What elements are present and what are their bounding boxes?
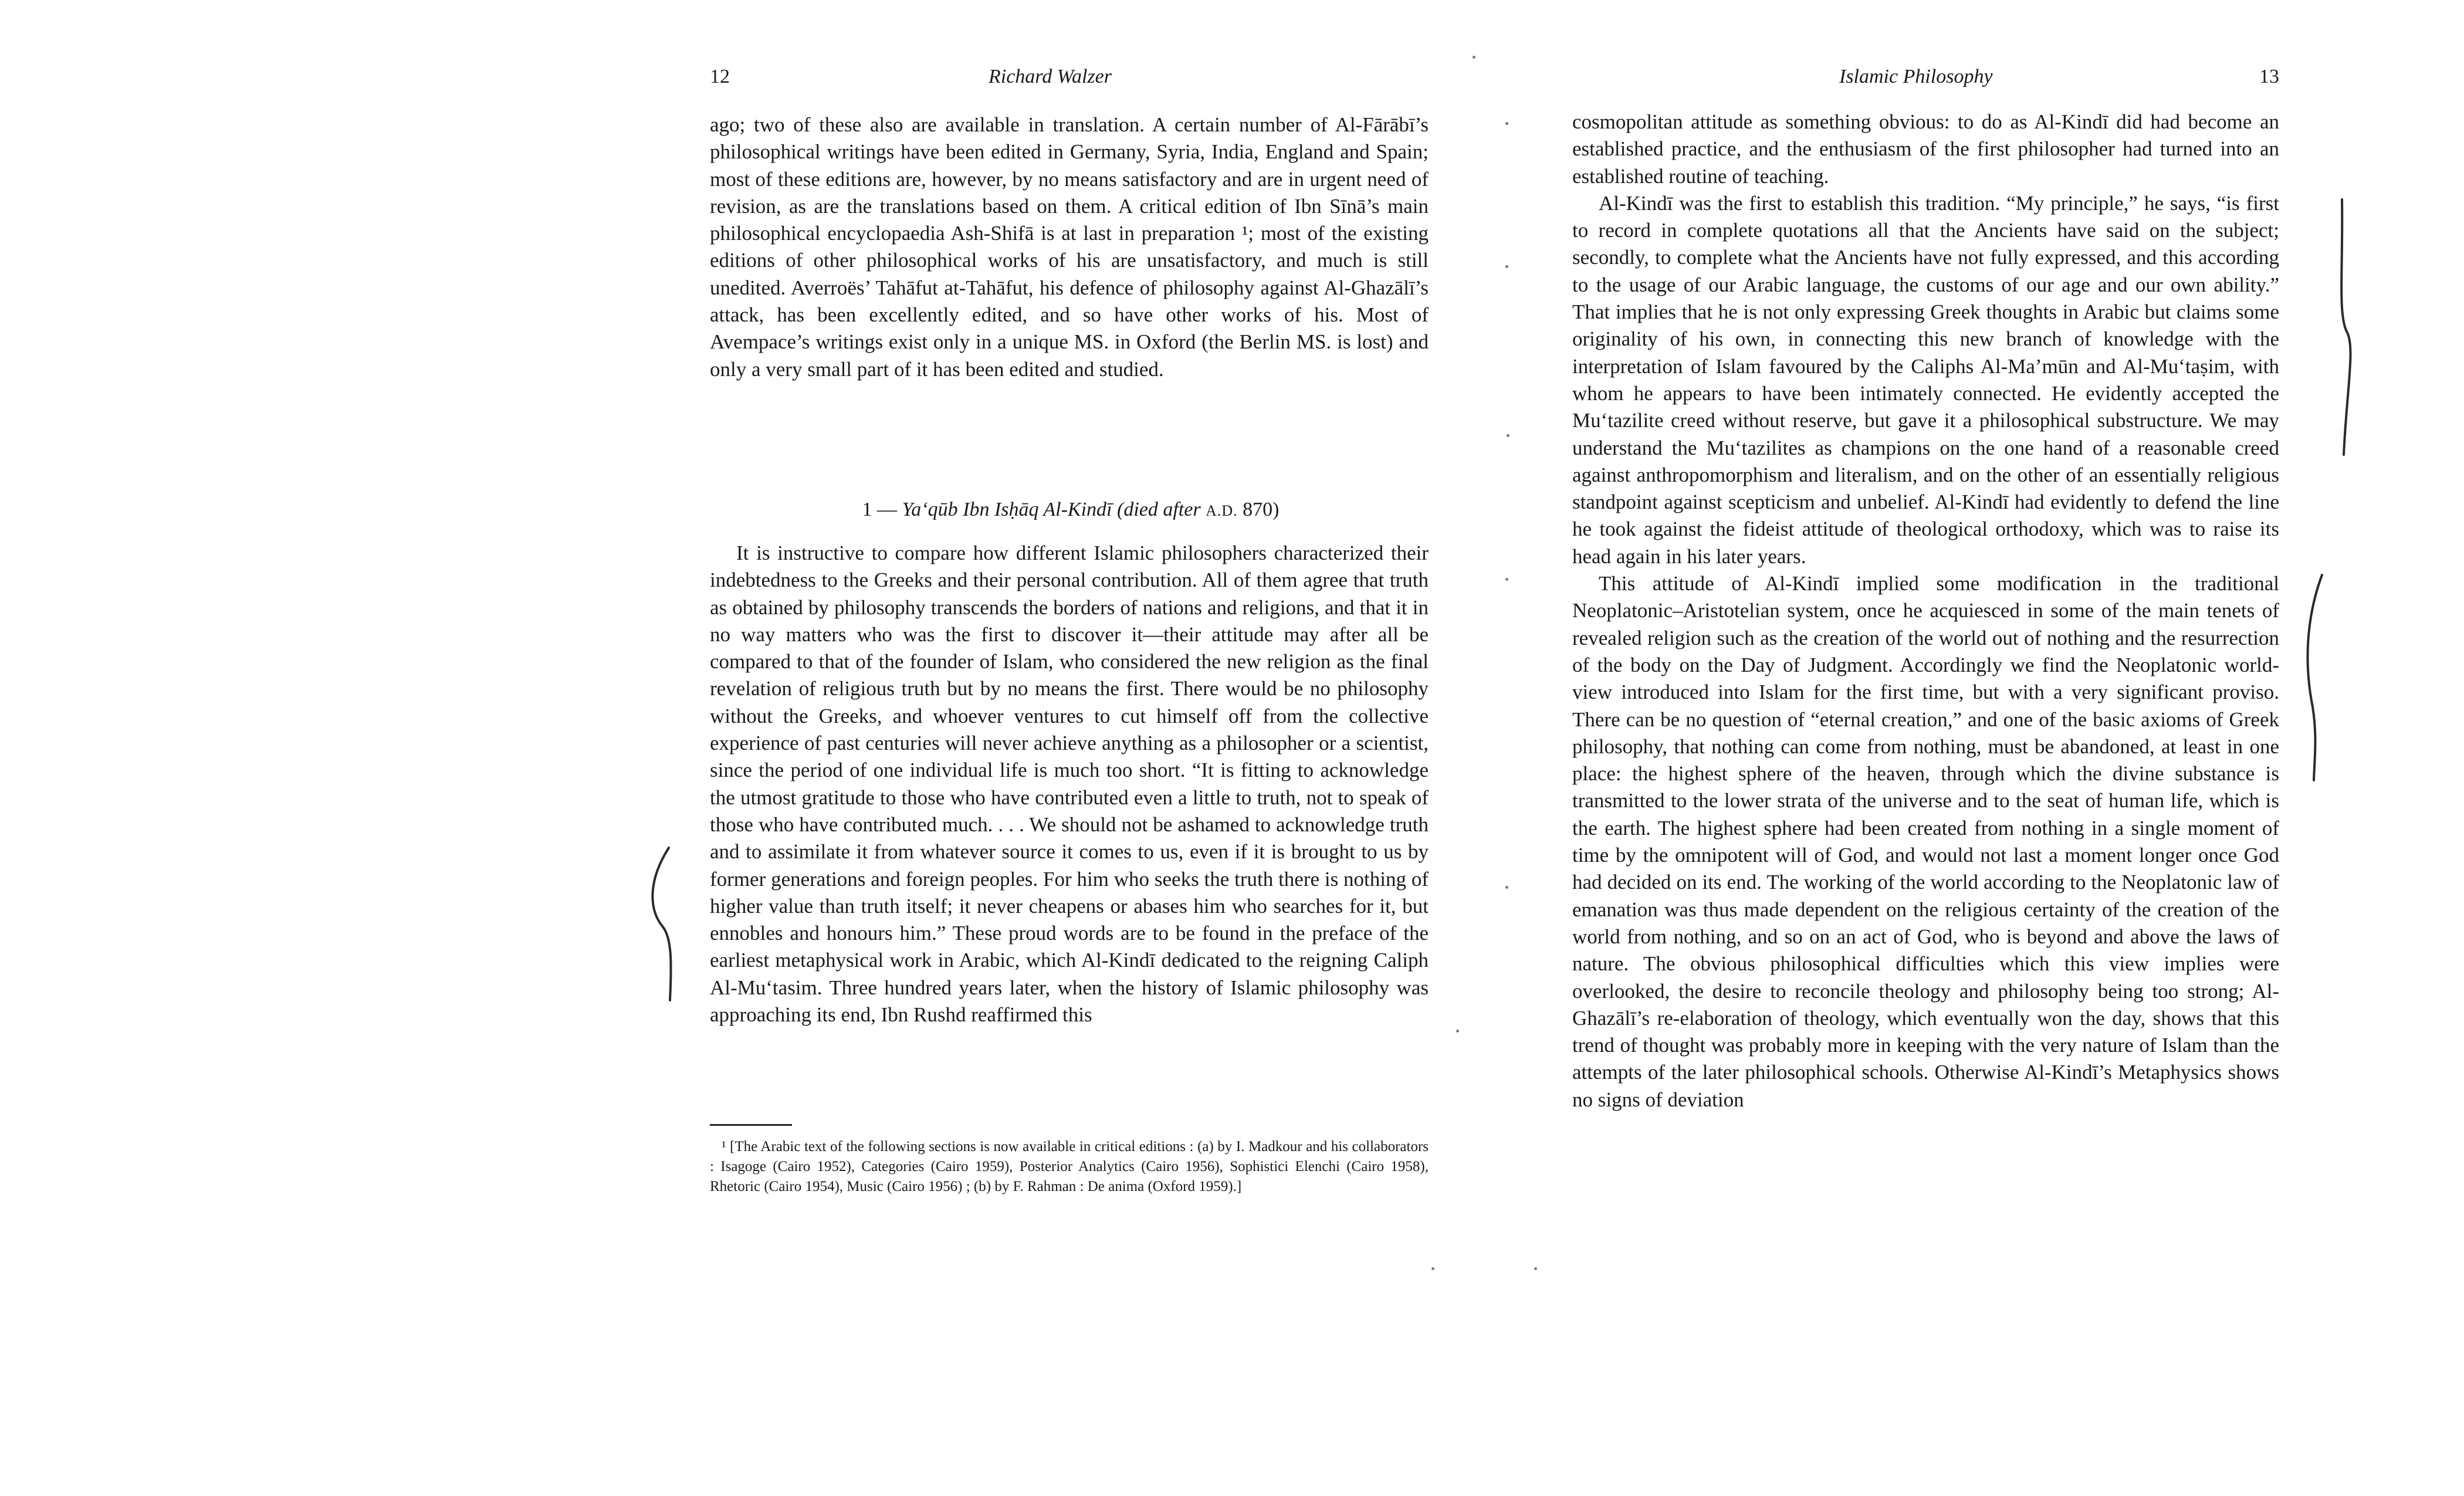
left-top-text — [710, 111, 1429, 383]
margin-bracket-left-icon — [645, 845, 681, 1003]
footnote-rule — [710, 1124, 792, 1126]
footnote — [710, 1137, 1429, 1197]
gutter-speck — [1473, 56, 1475, 59]
section-title: Ya‘qūb Ibn Isḥāq Al-Kindī (died after — [902, 499, 1201, 520]
paragraph: ago; two of these also are available in translation. A certain number of Al-Fārābī’s philosophical writings have been edited in Germany, Syria, India, England and Spain; most of these editions are, however, by no means satisfactory and are in urgent need of revision, as are the translations based on them. A critical edition of Ibn Sīnā’s main philosophical encyclopaedia Ash-Shifā is at last in preparation ¹; most of the existing editions of other philosophical works of his are unsatisfactory, and much is still unedited. Averroës’ Tahāfut at-Tahāfut, his defence of philosophy against Al-Ghazālī’s attack, has been excellently edited, and so have other works of his. Most of Avempace’s writings exist only in a unique MS. in Oxford (the Berlin MS. is lost) and only a very small part of it has been edited and studied. — [710, 113, 1429, 381]
right-page-number: 13 — [2259, 66, 2279, 87]
right-body-text — [1572, 109, 2279, 1113]
section-era: A.D. — [1206, 502, 1238, 519]
paragraph: It is instructive to compare how different Islamic philosophers characterized their indebtedness to the Greeks and their personal contribution. All of them agree that truth as obtained by philosophy transcends the borders of nations and religions, and that it in no way matters who was the first to discover it—their attitude may after all be compared to that of the founder of Islam, who considered the new religion as the final revelation of religious truth but by no means the first. There would be no philosophy without the Greeks, and whoever ventures to cut himself off from the collective experience of past centuries will never achieve anything as a philosopher or a scientist, since the period of one individual life is much too short. “It is fitting to acknowledge the utmost gratitude to those who have contributed even a little to truth, not to speak of those who have contributed much. . . . We should not be ashamed to acknowledge truth and to assimilate it from whatever source it comes to us, even if it is brought to us by former generations and foreign peoples. For him who seeks the truth there is nothing of higher value than truth itself; it never cheapens or abases him who searches for it, but ennobles and honours him.” These proud words are to be found in the preface of the earliest metaphysical work in Arabic, which Al-Kindī dedicated to the reigning Caliph Al-Mu‘tasim. Three hundred years later, when the history of Islamic philosophy was approaching its end, Ibn Rushd reaffirmed this — [710, 541, 1429, 1027]
gutter-speck — [1505, 122, 1508, 125]
left-running-head — [701, 66, 1440, 95]
footnote-text: ¹ [The Arabic text of the following sections is now available in critical editions : (a) by I. Madkour and his collaborators : Isagoge (Cairo 1952), Categories (Cairo 1959), Posterior Analytics (Cairo 1956), Sophistici Elenchi (Cairo 1958), Rhetoric (Cairo 1954), Music (Cairo 1956) ; (b) by F. Rahman : De anima (Oxford 1959).] — [710, 1139, 1429, 1194]
gutter-speck — [1505, 578, 1508, 581]
margin-bracket-right-lower-icon — [2300, 572, 2329, 783]
right-running-title: Islamic Philosophy — [1839, 66, 1993, 87]
gutter-speck — [1505, 886, 1508, 889]
gutter-speck — [1505, 265, 1508, 268]
paragraph: cosmopolitan attitude as something obvious: to do as Al-Kindī did had become an established practice, and the enthusiasm of the first philosopher had turned into an established routine of teaching. — [1572, 110, 2279, 188]
gutter-speck — [1534, 1267, 1537, 1270]
section-heading — [701, 499, 1440, 521]
paragraph: Al-Kindī was the first to establish this tradition. “My principle,” he says, “is first to record in complete quotations all that the Ancients have said on the subject; secondly, to complete what the Ancients have not fully expressed, and this according to the usage of our Arabic language, the customs of our age and our own ability.” That implies that he is not only expressing Greek thoughts in Arabic but claims some originality of his own, in connecting this new branch of knowledge with the interpretation of Islam favoured by the Caliphs Al-Ma’mūn and Al-Mu‘taṣim, with whom he appears to have been intimately connected. He evidently accepted the Mu‘tazilite creed without reserve, but gave it a philosophical substructure. We may understand the Mu‘tazilites as champions on the one hand of a reasonable creed against anthropomorphism and literalism, and on the other of an essentially religious standpoint against scepticism and unbelief. Al-Kindī had evidently to defend the line he took against the fideist attitude of theological orthodoxy, which was to raise its head again in his later years. — [1572, 191, 2279, 568]
left-running-title: Richard Walzer — [989, 66, 1112, 87]
left-page-number: 12 — [710, 66, 730, 87]
margin-bracket-right-upper-icon — [2329, 197, 2358, 458]
gutter-speck — [1456, 1030, 1459, 1033]
right-running-head — [1572, 66, 2314, 95]
paragraph: This attitude of Al-Kindī implied some modification in the traditional Neoplatonic–Aristotelian system, once he acquiesced in some of the main tenets of revealed religion such as the creation of the world out of nothing and the resurrection of the body on the Day of Judgment. Accordingly we find the Neoplatonic world-view introduced into Islam for the first time, but with a very significant proviso. There can be no question of “eternal creation,” and one of the basic axioms of Greek philosophy, that nothing can come from nothing, must be abandoned, at least in one place: the highest sphere of the heaven, through which the divine substance is transmitted to the lower strata of the universe and to the seat of human life, which is the earth. The highest sphere had been created from nothing in a single moment of time by the omnipotent will of God, and would not last a moment longer once God had decided on its end. The working of the world according to the Neoplatonic law of emanation was thus made dependent on the religious certainty of the creation of the world from nothing, and so on an act of God, who is beyond and above the laws of nature. The obvious philosophical difficulties which this view implies were overlooked, the desire to reconcile theology and philosophy being too strong; Al-Ghazālī’s re-elaboration of theology, which eventually won the day, shows that this trend of thought was probably more in keeping with the very nature of Islam than the attempts of the later philosophical schools. Otherwise Al-Kindī’s Metaphysics shows no signs of deviation — [1572, 572, 2279, 1111]
section-year: 870) — [1243, 499, 1280, 520]
gutter-speck — [1507, 434, 1509, 437]
left-section-text — [710, 540, 1429, 1028]
section-number: 1 — — [862, 499, 898, 520]
gutter-speck — [1431, 1267, 1434, 1270]
